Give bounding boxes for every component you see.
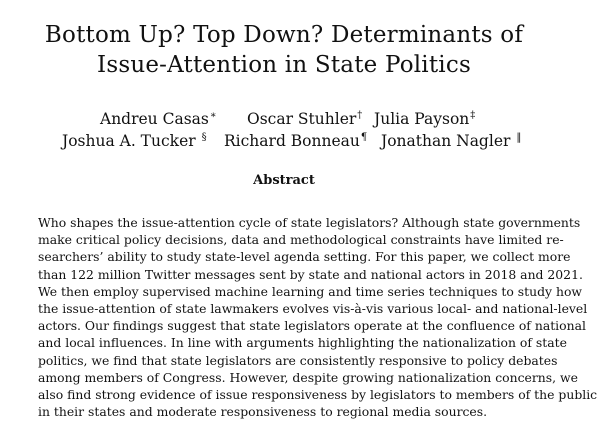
abstract-line: in their states and moderate responsiveness to regional media sources.	[38, 404, 488, 420]
author-footnote-mark: ¶	[360, 132, 368, 143]
abstract-line: We then employ supervised machine learning and time series techniques to study how	[38, 283, 583, 299]
author-footnote-mark: ∗	[209, 110, 217, 121]
author-footnote-mark: §	[201, 132, 207, 143]
abstract-body	[38, 214, 597, 420]
author-name: Joshua A. Tucker	[62, 132, 196, 150]
paper-title-line-1: Bottom Up? Top Down? Determinants of	[44, 22, 524, 48]
abstract-line: make critical policy decisions, data and methodological constraints have limited re-	[38, 232, 564, 248]
abstract-line: among members of Congress. However, despite growing nationalization concerns, we	[38, 369, 578, 385]
author-richard-bonneau	[224, 128, 367, 151]
abstract-line: searchers’ ability to study state-level agenda setting. For this paper, we collect more	[38, 249, 571, 265]
abstract-line: actors. Our findings suggest that state legislators operate at the confluence of national	[38, 318, 586, 334]
paper-title-line-2: Issue-Attention in State Politics	[97, 52, 471, 78]
author-footnote-mark: ‡	[470, 110, 476, 121]
author-andreu-casas	[100, 106, 217, 129]
author-julia-payson	[374, 106, 475, 129]
author-name: Oscar Stuhler	[247, 110, 357, 128]
abstract-line: the issue-attention of state lawmakers evolves vis-à-vis various local- and national-level	[38, 300, 588, 316]
author-oscar-stuhler	[247, 106, 362, 129]
author-footnote-mark: ‖	[516, 132, 522, 143]
author-jonathan-nagler	[381, 128, 521, 151]
abstract-line: than 122 million Twitter messages sent by state and national actors in 2018 and 2021.	[38, 266, 583, 282]
author-name: Andreu Casas	[100, 110, 209, 128]
author-footnote-mark: †	[357, 110, 363, 121]
author-name: Jonathan Nagler	[381, 132, 511, 150]
abstract-heading: Abstract	[253, 173, 315, 188]
author-name: Richard Bonneau	[224, 132, 360, 150]
author-joshua-tucker	[62, 128, 207, 151]
abstract-line: politics, we find that state legislators are consistently responsive to policy debates	[38, 352, 558, 368]
abstract-line: also find strong evidence of issue responsiveness by legislators to members of the public	[38, 386, 597, 402]
abstract-line: and local influences. In line with arguments highlighting the nationalization of state	[38, 335, 567, 351]
author-name: Julia Payson	[374, 110, 470, 128]
abstract-line: Who shapes the issue-attention cycle of state legislators? Although state governments	[38, 215, 581, 230]
